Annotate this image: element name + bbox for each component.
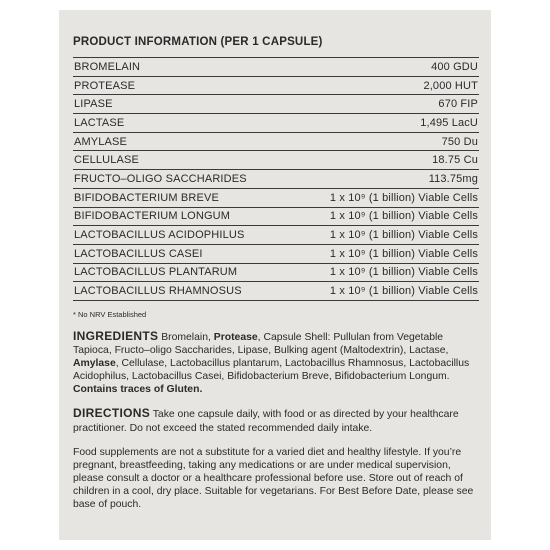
ingredients-text-2: , Capsule Shell: Pullulan from Vegetable Tapioca, Fructo–oligo Saccharides, Lipase, Bulking agent (Maltodextrin), Lactase, — [73, 331, 449, 357]
row-name: BROMELAIN — [74, 60, 141, 73]
product-info-panel — [59, 10, 491, 540]
row-name: FRUCTO–OLIGO SACCHARIDES — [74, 172, 247, 185]
row-value: 2,000 HUT — [423, 79, 478, 92]
table-row — [73, 77, 479, 96]
row-name: AMYLASE — [74, 135, 128, 148]
ingredients-bold-2: Amylase — [73, 358, 116, 370]
row-value: 1 x 10⁹ (1 billion) Viable Cells — [329, 247, 478, 260]
row-name: LACTOBACILLUS RHAMNOSUS — [74, 285, 242, 298]
row-value: 1 x 10⁹ (1 billion) Viable Cells — [329, 191, 478, 204]
row-name: PROTEASE — [74, 79, 136, 92]
table-row — [73, 95, 479, 114]
table-row — [73, 208, 479, 227]
table-row — [73, 226, 479, 245]
row-value: 1 x 10⁹ (1 billion) Viable Cells — [329, 210, 478, 223]
ingredients-text-1: Bromelain, — [158, 331, 214, 343]
ingredients-heading: INGREDIENTS — [73, 328, 159, 343]
table-row — [73, 114, 479, 133]
ingredients-paragraph — [73, 330, 479, 396]
nutrition-table — [73, 57, 479, 301]
row-value: 1 x 10⁹ (1 billion) Viable Cells — [329, 266, 478, 279]
ingredients-bold-1: Protease — [213, 331, 258, 343]
row-value: 1 x 10⁹ (1 billion) Viable Cells — [329, 229, 478, 242]
row-value: 400 GDU — [431, 60, 478, 73]
row-name: LIPASE — [74, 98, 113, 111]
ingredients-text-3: , Cellulase, Lactobacillus plantarum, Lactobacillus Rhamnosus, Lactobacillus Acidophilus, Lactobacillus Casei, Bifidobacterium Breve, Bifidobacterium Longum. — [73, 358, 470, 383]
row-name: BIFIDOBACTERIUM LONGUM — [74, 210, 231, 223]
table-row — [73, 133, 479, 152]
row-value: 1 x 10⁹ (1 billion) Viable Cells — [329, 285, 478, 298]
row-value: 750 Du — [441, 135, 478, 148]
table-row — [73, 170, 479, 189]
warning-paragraph: Food supplements are not a substitute for a varied diet and healthy lifestyle. If you’re pregnant, breastfeeding, taking any medications or are under medical supervision, please consult a doctor or a healthcare professional before use. Store out of reach of children in a cool, dry place. Suitable for vegetarians. For Best Before Date, please see base of pouch. — [73, 446, 474, 510]
row-value: 113.75mg — [428, 172, 478, 185]
ingredients-bold-3: Contains traces of Gluten. — [73, 384, 203, 396]
row-name: LACTASE — [74, 116, 125, 129]
table-row — [73, 189, 479, 208]
section-title: PRODUCT INFORMATION (PER 1 CAPSULE) — [73, 36, 323, 48]
row-value: 1,495 LacU — [420, 116, 478, 129]
row-value: 670 FIP — [438, 98, 478, 111]
table-row — [73, 58, 479, 77]
directions-paragraph — [73, 407, 479, 434]
footnote: * No NRV Established — [73, 309, 147, 319]
table-row — [73, 151, 479, 170]
table-row — [73, 245, 479, 264]
row-name: LACTOBACILLUS CASEI — [74, 247, 203, 260]
row-name: LACTOBACILLUS PLANTARUM — [74, 266, 238, 279]
row-name: CELLULASE — [74, 154, 139, 167]
row-name: LACTOBACILLUS ACIDOPHILUS — [74, 229, 245, 242]
row-value: 18.75 Cu — [432, 154, 478, 167]
table-row — [73, 264, 479, 283]
directions-heading: DIRECTIONS — [73, 406, 151, 421]
table-row — [73, 282, 479, 301]
row-name: BIFIDOBACTERIUM BREVE — [74, 191, 219, 204]
directions-text: Take one capsule daily, with food or as directed by your healthcare practitioner. Do not exceed the stated recommended daily intake. — [73, 409, 459, 434]
